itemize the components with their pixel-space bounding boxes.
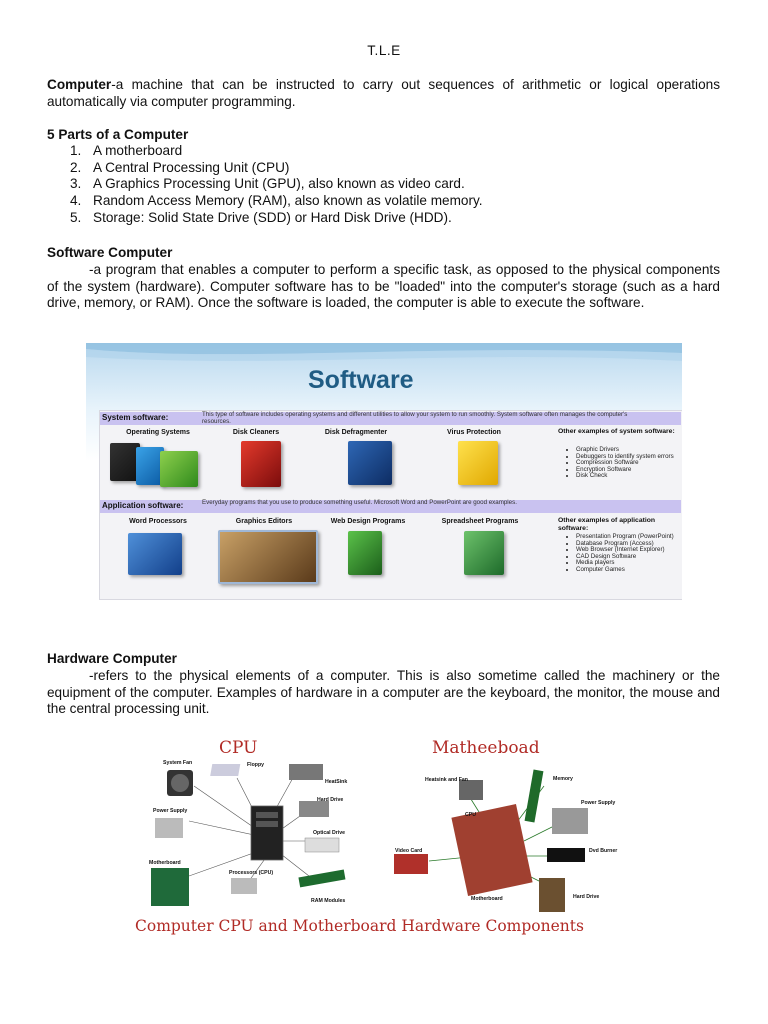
list-number: 5. [70, 209, 82, 225]
disk-cleaner-box-image [241, 441, 281, 487]
list-item: • Presentation Program (PowerPoint) [576, 534, 682, 541]
list-text: A motherboard [93, 143, 183, 158]
component-label: Video Card [395, 848, 423, 854]
heatsink-fan-shape [459, 780, 483, 800]
component-label: Hard Drive [317, 797, 344, 803]
component-label: Motherboard [149, 860, 181, 866]
component-label: Floppy [247, 762, 265, 768]
intro-definition: -a machine that can be instructed to carry out sequences of arithmetic or logical operations automatically via computer programming. [47, 77, 720, 109]
graphics-editor-image [218, 530, 318, 584]
category-label: Spreadsheet Programs [441, 518, 519, 525]
system-software-desc: This type of software includes operating systems and different utilities to allow your system to run smoothly. System software often manages the computer's resources. [202, 411, 628, 425]
list-item: • Web Browser (Internet Explorer) [576, 547, 682, 554]
application-other-list [566, 534, 682, 574]
application-software-label: Application software: [102, 501, 184, 510]
hard-drive-shape [299, 801, 329, 817]
list-text: A Central Processing Unit (CPU) [93, 159, 290, 175]
component-label: Hard Drive [573, 894, 600, 900]
component-label: System Fan [163, 760, 193, 766]
memory-module-shape [525, 770, 544, 823]
system-other-heading: Other examples of system software: [558, 428, 675, 435]
word-box-image [128, 533, 182, 575]
component-label: Memory [553, 776, 573, 782]
system-software-label: System software: [102, 413, 169, 422]
component-label: CPU [465, 812, 476, 818]
category-label: Disk Cleaners [232, 429, 280, 436]
category-label: Disk Defragmenter [324, 429, 388, 436]
intro-term: Computer [47, 77, 112, 92]
application-other-heading: Other examples of application software: [558, 517, 656, 532]
list-item [70, 209, 483, 227]
component-label: Optical Drive [313, 830, 346, 836]
list-item [70, 159, 483, 177]
intro-paragraph [47, 77, 720, 110]
application-software-desc: Everyday programs that you use to produce something useful. Microsoft Word and PowerPoint are good examples. [202, 499, 517, 506]
parts-list [47, 143, 483, 227]
category-label: Graphics Editors [235, 518, 293, 525]
antivirus-box-image [458, 441, 498, 485]
software-figure [86, 343, 682, 639]
list-item [70, 176, 483, 193]
hardware-caption: Computer CPU and Motherboard Hardware Components [135, 917, 584, 935]
parts-heading: 5 Parts of a Computer [47, 127, 189, 142]
list-text: Storage: Solid State Drive (SDD) or Hard Disk Drive (HDD). [93, 209, 452, 225]
component-label: Dvd Burner [589, 848, 618, 854]
list-item: • Disk Check [576, 473, 682, 480]
cpu-title: CPU [219, 738, 258, 758]
component-label: Power Supply [153, 808, 188, 814]
category-label: Word Processors [129, 518, 187, 525]
power-supply-shape [155, 818, 183, 838]
page-title: T.L.E [367, 43, 401, 58]
category-label: Web Design Programs [330, 518, 406, 525]
software-body: -a program that enables a computer to perform a specific task, as opposed to the physical components of the system (hardware). Computer software has to be "loaded" into the computer's storage (such as a hard drive, memory, or RAM). Once the software is loaded, the computer is able to execute the software. [47, 262, 720, 311]
processor-shape [231, 878, 257, 894]
software-heading: Software Computer [47, 245, 173, 260]
optical-drive-shape [305, 838, 339, 852]
category-label: Virus Protection [447, 429, 501, 436]
system-other-list [566, 447, 682, 480]
application-software-bar [100, 500, 681, 513]
spreadsheet-box-image [464, 531, 504, 575]
list-item: • Media players [576, 560, 682, 567]
list-item: • Database Program (Access) [576, 541, 682, 548]
list-number: 1. [70, 143, 82, 158]
hardware-paragraph [47, 668, 720, 718]
component-label: HeatSink [325, 779, 348, 785]
dvd-burner-shape [547, 848, 585, 862]
component-label: Processors (CPU) [229, 870, 274, 876]
list-item: • Computer Games [576, 567, 682, 574]
motherboard-title: Matheeboad [432, 738, 540, 758]
list-item [70, 193, 483, 210]
ram-shape [298, 870, 345, 888]
defragmenter-box-image [348, 441, 392, 485]
list-item: • Graphic Drivers [576, 447, 682, 454]
list-number: 2. [70, 159, 82, 175]
component-label: Power Supply [581, 800, 616, 806]
psu-shape [552, 808, 588, 834]
hardware-figure [119, 726, 646, 951]
list-item: • Debuggers to identify system errors [576, 454, 682, 461]
list-text: Random Access Memory (RAM), also known as volatile memory. [93, 193, 483, 209]
hard-drive-mb-shape [539, 878, 565, 912]
video-card-shape [394, 854, 428, 874]
hardware-body: -refers to the physical elements of a computer. This is also sometime called the machinery or the equipment of the computer. Examples of hardware in a computer are the keyboard, the monitor, the mouse and the central processing unit. [47, 668, 720, 717]
list-item: • Encryption Software [576, 467, 682, 474]
list-number: 4. [70, 193, 82, 209]
component-label: RAM Modules [311, 898, 346, 904]
web-design-box-image [348, 531, 382, 575]
list-text: A Graphics Processing Unit (GPU), also known as video card. [93, 176, 465, 192]
motherboard-shape [151, 868, 189, 906]
component-label: Heatsink and Fan [425, 777, 468, 783]
software-paragraph [47, 262, 720, 312]
software-figure-title: Software [308, 366, 414, 394]
hardware-diagram [119, 726, 646, 916]
floppy-shape [210, 764, 240, 776]
os-box-image [160, 451, 198, 487]
category-label: Operating Systems [126, 429, 190, 436]
heatsink-shape [289, 764, 323, 780]
list-item [70, 143, 483, 160]
list-item: • CAD Design Software [576, 554, 682, 561]
list-number: 3. [70, 176, 82, 192]
list-item: • Compression Software [576, 460, 682, 467]
system-software-bar [100, 412, 681, 425]
hardware-heading: Hardware Computer [47, 651, 177, 666]
component-label: Motherboard [471, 896, 503, 902]
